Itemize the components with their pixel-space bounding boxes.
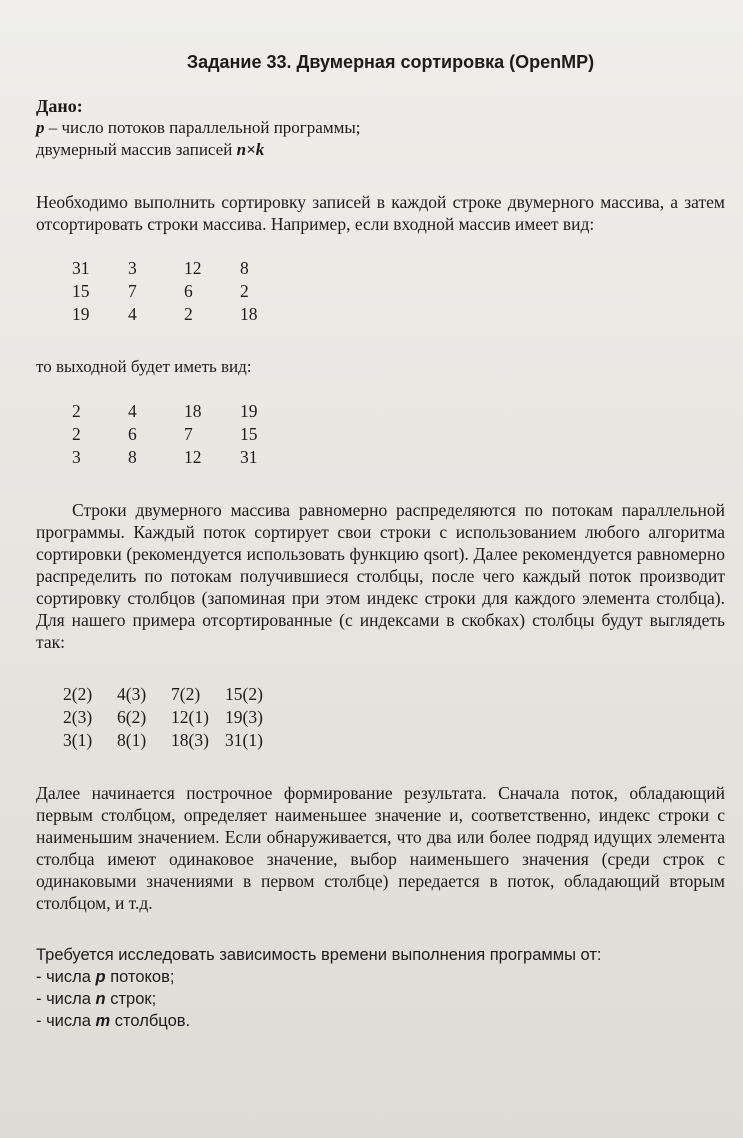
matrix-cell: 31 [72, 258, 90, 278]
matrix-cell: 3 [128, 258, 137, 278]
matrix-row [72, 446, 725, 469]
matrix-cell: 18 [184, 401, 202, 421]
distribution-paragraph: Строки двумерного массива равномерно распределяются по потокам параллельной программы. Каждый поток сортирует свои строки с использованием любого алгоритма сортировки (рекомендуется использовать функцию qsort). Далее рекомендуется равномерно распределить по потокам получившиеся столбцы, после чего каждый поток производит сортировку столбцов (запоминая при этом индекс строки для каждого элемента столбца). Для нашего примера отсортированные (с индексами в скобках) столбцы будут выглядеть так: [36, 500, 725, 652]
given-array-line [36, 139, 725, 161]
matrix-cell: 19 [72, 304, 90, 324]
input-matrix [72, 257, 725, 326]
column-cell: 19(3) [225, 707, 263, 727]
output-matrix [72, 400, 725, 469]
matrix-row [72, 423, 725, 446]
requirement-item [36, 1010, 725, 1032]
matrix-cell: 12 [184, 258, 202, 278]
column-cell: 18(3) [171, 730, 209, 750]
column-cell: 8(1) [117, 730, 147, 750]
item-suffix: столбцов. [110, 1012, 191, 1030]
columns-row [63, 683, 725, 706]
column-cell: 3(1) [63, 730, 93, 750]
column-cell: 7(2) [171, 684, 201, 704]
requirement-intro: Требуется исследовать зависимость времени выполнения программы от: [36, 946, 602, 964]
column-cell: 4(3) [117, 684, 147, 704]
matrix-cell: 15 [72, 281, 90, 301]
page-title: Задание 33. Двумерная сортировка (OpenMP) [186, 52, 595, 72]
matrix-row [72, 280, 725, 303]
var-nxk: n×k [236, 140, 265, 159]
column-cell: 12(1) [171, 707, 209, 727]
item-suffix: потоков; [105, 968, 175, 986]
matrix-cell: 4 [128, 401, 137, 421]
given-threads-line [36, 117, 725, 139]
columns-row [63, 729, 725, 752]
item-suffix: строк; [105, 990, 157, 1008]
matrix-cell: 6 [128, 424, 137, 444]
result-paragraph: Далее начинается построчное формирование результата. Сначала поток, обладающий первым столбцом, определяет наименьшее значение и, соответственно, индекс строки с наименьшим значением. Если обнаруживается, что два или более подряд идущих элемента столбца имеют одинаковое значение, выбор наименьшего значения (среди строк с одинаковыми значениями в первом столбце) передается в поток, обладающий вторым столбцом, и т.д. [36, 783, 725, 913]
requirement-item [36, 966, 725, 988]
matrix-row [72, 303, 725, 326]
given-array-text: двумерный массив записей [36, 140, 237, 159]
matrix-cell: 4 [128, 304, 137, 324]
item-prefix: - числа [36, 1012, 96, 1030]
intro-paragraph: Необходимо выполнить сортировку записей в каждой строке двумерного массива, а затем отсортировать строки массива. Например, если входной массив имеет вид: [36, 192, 725, 234]
columns-row [63, 706, 725, 729]
output-intro: то выходной будет иметь вид: [36, 357, 252, 376]
matrix-cell: 12 [184, 447, 202, 467]
var-m: m [95, 1012, 111, 1030]
matrix-cell: 2 [72, 424, 81, 444]
matrix-cell: 2 [184, 304, 193, 324]
var-p: p [36, 118, 45, 137]
var-n: n [95, 990, 106, 1008]
matrix-cell: 2 [240, 281, 249, 301]
requirement-item [36, 988, 725, 1010]
item-prefix: - числа [36, 968, 96, 986]
sorted-columns [63, 683, 725, 752]
item-prefix: - числа [36, 990, 96, 1008]
matrix-cell: 7 [128, 281, 137, 301]
matrix-cell: 6 [184, 281, 193, 301]
given-label: Дано: [36, 96, 83, 116]
matrix-cell: 7 [184, 424, 193, 444]
matrix-cell: 15 [240, 424, 258, 444]
matrix-cell: 31 [240, 447, 258, 467]
matrix-row [72, 400, 725, 423]
matrix-cell: 19 [240, 401, 258, 421]
matrix-cell: 18 [240, 304, 258, 324]
column-cell: 31(1) [225, 730, 263, 750]
column-cell: 15(2) [225, 684, 263, 704]
matrix-cell: 3 [72, 447, 81, 467]
column-cell: 2(2) [63, 684, 93, 704]
column-cell: 6(2) [117, 707, 147, 727]
matrix-cell: 2 [72, 401, 81, 421]
matrix-cell: 8 [128, 447, 137, 467]
matrix-row [72, 257, 725, 280]
given-threads-text: – число потоков параллельной программы; [44, 118, 361, 137]
var-p: p [95, 968, 106, 986]
matrix-cell: 8 [240, 258, 249, 278]
column-cell: 2(3) [63, 707, 93, 727]
